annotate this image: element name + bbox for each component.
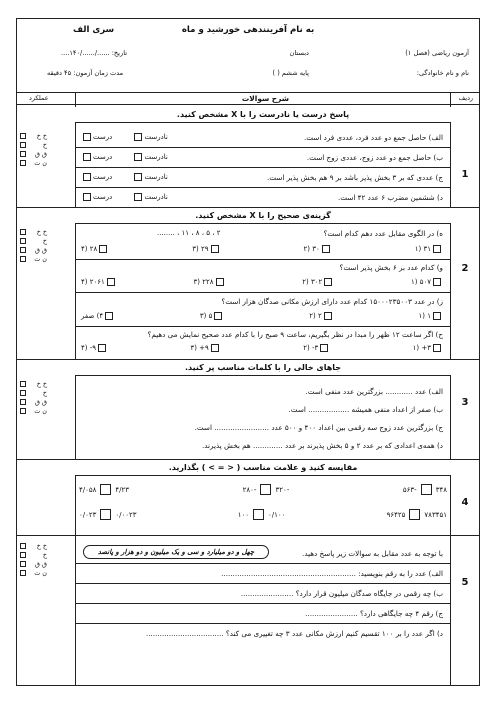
grade-mark: ق ق [35, 149, 47, 158]
grade-mark: خ خ [36, 131, 47, 140]
compare-input[interactable] [409, 509, 420, 520]
divider [75, 563, 451, 564]
mc-option[interactable]: ۳۱ (۱ [415, 245, 443, 253]
divider [75, 583, 451, 584]
grade-mark: خ [42, 388, 47, 397]
true-checkbox[interactable] [83, 193, 91, 201]
false-label: نادرست [144, 133, 168, 141]
section-title: مقایسه کنید و علامت مناسب ( < = > ) بگذارید. [75, 460, 451, 476]
grade-checkbox[interactable] [20, 229, 26, 235]
question-number: 1 [461, 169, 469, 180]
mc-option[interactable]: ۳۰۲ (۲ [302, 278, 334, 286]
mc-question: ه) در الگوی مقابل عدد دهم کدام است؟ [323, 229, 443, 238]
grade-checkbox[interactable] [20, 390, 26, 396]
grade-checkbox[interactable] [20, 247, 26, 253]
true-checkbox[interactable] [83, 173, 91, 181]
compare-row [79, 509, 447, 520]
question-number: 3 [461, 397, 469, 408]
compare-pair: ۵۶۳- ۳۴۸ [402, 485, 447, 494]
exam-sheet [16, 18, 480, 686]
mc-option[interactable]: ۲۹ (۳ [192, 245, 220, 253]
divider [75, 326, 451, 327]
mc-option[interactable]: ۹- (۴ [81, 344, 108, 352]
compare-input[interactable] [100, 484, 111, 495]
compare-pair: ۱۰۰ ۰/۱۰۰ [237, 510, 286, 519]
mc-options [81, 344, 443, 352]
grade-mark: خ [42, 550, 47, 559]
divider [450, 93, 451, 685]
grade-checkbox[interactable] [20, 142, 26, 148]
grade-checkbox[interactable] [20, 381, 26, 387]
grade-mark: خ خ [36, 379, 47, 388]
question-number: 4 [461, 497, 469, 508]
question-number: 5 [461, 577, 469, 588]
fill-blank-question: ب) صفر از اعداد منفی همیشه .................. است. [288, 405, 443, 414]
true-label: درست [93, 133, 113, 141]
false-checkbox[interactable] [134, 133, 142, 141]
section-title: پاسخ درست یا نادرست را با X مشخص کنید. [75, 107, 451, 123]
mc-question: ح) اگر ساعت ۱۲ ظهر را مبدا در نظر بگیریم، ساعت ۹ صبح را با کدام عدد صحیح نمایش می دهیم؟ [147, 330, 443, 339]
mc-options [81, 278, 443, 286]
exam-subject: آزمون ریاضی (فصل ۱) [405, 49, 469, 57]
grade-checkbox[interactable] [20, 256, 26, 262]
true-checkbox[interactable] [83, 133, 91, 141]
divider [75, 147, 451, 148]
mc-option[interactable]: ۲ (۲ [309, 312, 334, 320]
grading-checkboxes [20, 541, 72, 577]
compare-input[interactable] [253, 509, 264, 520]
questions-column-header: شرح سوالات [241, 94, 289, 103]
grade-checkbox[interactable] [20, 160, 26, 166]
divider [75, 603, 451, 604]
fill-blank-question: الف) عدد ............ بزرگترین عدد منفی است. [305, 387, 443, 396]
divider [17, 535, 479, 536]
compare-input[interactable] [100, 509, 111, 520]
compare-row [79, 484, 447, 495]
section-title: گزینه‌ی صحیح را با X مشخص کنید. [75, 208, 451, 224]
grade-checkbox[interactable] [20, 399, 26, 405]
compare-input[interactable] [260, 484, 271, 495]
mc-question: و) کدام عدد بر ۶ بخش پذیر است؟ [339, 263, 443, 272]
performance-column-header: عملکرد [29, 94, 49, 102]
false-checkbox[interactable] [134, 193, 142, 201]
grade-mark: ن ت [34, 568, 47, 577]
false-label: نادرست [144, 153, 168, 161]
false-checkbox[interactable] [134, 153, 142, 161]
divider [75, 93, 76, 685]
grade-mark: ق ق [35, 559, 47, 568]
grade-mark: ن ت [34, 406, 47, 415]
tf-answer-row [81, 133, 168, 141]
date-label: تاریخ: ....../....../۱۴۰.... [61, 49, 128, 57]
tf-question: ج) عددی که بر ۳ بخش پذیر باشد بر ۹ هم بخش پذیر است. [266, 173, 443, 182]
mc-option[interactable]: ۵ (۳ [200, 312, 225, 320]
grade-checkbox[interactable] [20, 543, 26, 549]
tf-question: ب) حاصل جمع دو عدد زوج، عددی زوج است. [306, 153, 443, 162]
mc-option[interactable]: ۳- (۲ [303, 344, 330, 352]
grade-mark: ن ت [34, 254, 47, 263]
grade-mark: ق ق [35, 245, 47, 254]
fill-blank-question: د) همه‌ی اعدادی که بر عدد ۲ و ۵ بخش پذیرند بر عدد ............. هم بخش پذیرند. [201, 441, 443, 450]
grade-mark: خ [42, 236, 47, 245]
mc-options [81, 245, 443, 253]
grade-checkbox[interactable] [20, 151, 26, 157]
divider [75, 259, 451, 260]
divider [75, 292, 451, 293]
mc-options [81, 312, 443, 320]
mc-option[interactable]: ۴) صفر [81, 312, 115, 320]
number-question: ج) رقم ۴ چه جایگاهی دارد؟ ....................... [305, 609, 443, 618]
question-number: 2 [461, 263, 469, 274]
grading-checkboxes [20, 227, 72, 263]
number-in-words: چهل و دو میلیارد و سی و یک میلیون و دو هزار و پانصد [83, 545, 269, 559]
school-label: دبستان [289, 49, 309, 57]
mc-option[interactable]: ۹+ (۳ [190, 344, 220, 352]
false-label: نادرست [144, 193, 168, 201]
divider [75, 623, 451, 624]
true-label: درست [93, 173, 113, 181]
pattern-sequence: ۲ ، ۵ ، ۸ ، ۱۱ ، ........ [157, 229, 221, 237]
compare-pair: ۲۸۰- ۳۲۰- [242, 485, 290, 494]
mc-option[interactable]: ۱ (۱ [419, 312, 444, 320]
grade-checkbox[interactable] [20, 570, 26, 576]
true-label: درست [93, 153, 113, 161]
exam-title: به نام آفرینندهی خورشید و ماه [181, 25, 315, 35]
grade-checkbox[interactable] [20, 561, 26, 567]
mc-question: ز) در عدد ۱۵۰۰۰۲۳۵۰۰۳ کدام عدد دارای ارزش مکانی صدگان هزار است؟ [221, 297, 443, 306]
grade-level-label: پایه ششم ( ) [272, 69, 309, 77]
grade-mark: ن ت [34, 158, 47, 167]
mc-option[interactable]: ۲۸ (۴ [81, 245, 109, 253]
compare-pair: ۹۶۴۲۵ ۷۸۳۴۵۱ [386, 510, 447, 519]
grade-checkbox[interactable] [20, 408, 26, 414]
divider [75, 167, 451, 168]
tf-answer-row [81, 153, 168, 161]
section-title: جاهای خالی را با کلمات مناسب پر کنید. [75, 360, 451, 376]
mc-option[interactable]: ۲۲۸ (۳ [194, 278, 226, 286]
tf-answer-row [81, 173, 168, 181]
grade-checkbox[interactable] [20, 133, 26, 139]
false-checkbox[interactable] [134, 173, 142, 181]
mc-option[interactable]: ۲۰۶۱ (۴ [81, 278, 117, 286]
compare-input[interactable] [421, 484, 432, 495]
false-label: نادرست [144, 173, 168, 181]
grade-mark: خ خ [36, 541, 47, 550]
grading-checkboxes [20, 379, 72, 415]
compare-pair: ۴/۰۵۸ ۴/۲۳ [79, 485, 130, 494]
tf-answer-row [81, 193, 168, 201]
compare-pair: ۰/۰۲۳ ۰/۰۰۲۳ [79, 510, 137, 519]
grade-mark: خ خ [36, 227, 47, 236]
grading-checkboxes [20, 131, 72, 167]
row-column-header: ردیف [458, 94, 473, 102]
duration-label: مدت زمان آزمون: ۴۵ دقیقه [47, 69, 124, 77]
divider [75, 187, 451, 188]
number-question: الف) عدد را به رقم بنویسید: ........................................................... [221, 569, 443, 578]
mc-option[interactable]: ۳+ (۱ [413, 344, 443, 352]
tf-question: د) ششمین مضرب ۶ عدد ۴۲ است. [337, 193, 443, 202]
column-header [17, 93, 479, 105]
grade-checkbox[interactable] [20, 552, 26, 558]
number-question: د) اگر عدد را بر ۱۰۰ تقسیم کنیم ارزش مکانی عدد ۳ چه تغییری می کند؟ .................................. [145, 629, 443, 638]
fill-blank-question: ج) بزرگترین عدد زوج سه رقمی بین اعداد ۴۰۰ و ۵۰۰ عدد ........................ است. [194, 423, 443, 432]
true-label: درست [93, 193, 113, 201]
grade-checkbox[interactable] [20, 238, 26, 244]
number-question: ب) چه رقمی در جایگاه صدگان میلیون قرار دارد؟ ....................... [240, 589, 443, 598]
grade-mark: خ [42, 140, 47, 149]
mc-option[interactable]: ۵۰۷ (۱ [411, 278, 443, 286]
tf-question: الف) حاصل جمع دو عدد فرد، عددی فرد است. [303, 133, 443, 142]
number-question-intro: با توجه به عدد مقابل به سوالات زیر پاسخ دهید. [302, 549, 443, 558]
name-label: نام و نام خانوادگی: [416, 69, 469, 77]
exam-series: سری الف [73, 25, 115, 35]
exam-header [17, 19, 479, 93]
true-checkbox[interactable] [83, 153, 91, 161]
mc-option[interactable]: ۳۰ (۲ [304, 245, 332, 253]
grade-mark: ق ق [35, 397, 47, 406]
